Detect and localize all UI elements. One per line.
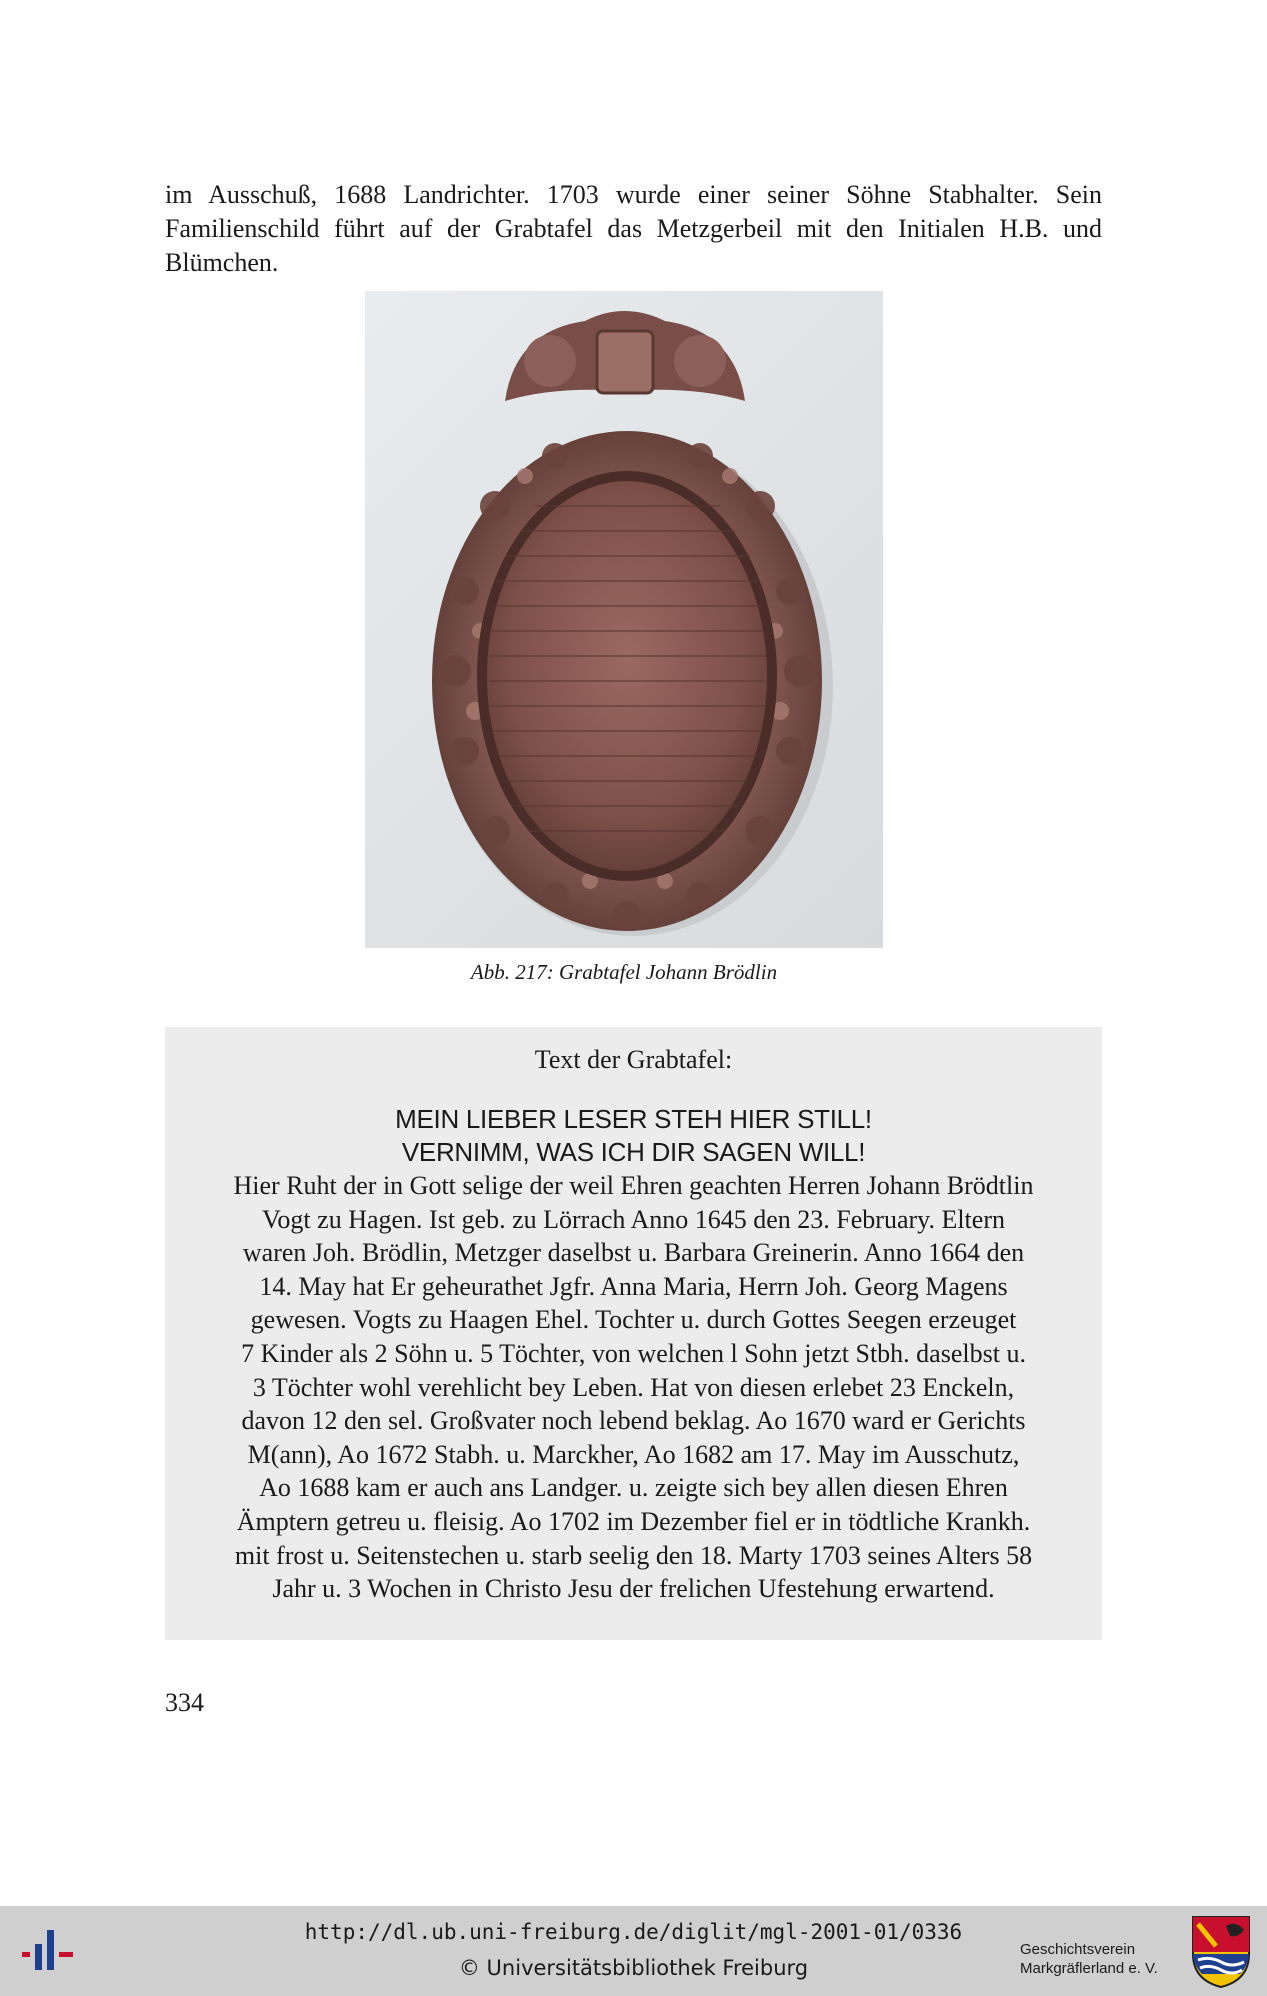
- gravestone-photo: [365, 291, 883, 948]
- poem-line: VERNIMM, WAS ICH DIR SAGEN WILL!: [401, 1137, 866, 1167]
- inscription-line: waren Joh. Brödlin, Metzger daselbst u. Barbara Greinerin. Anno 1664 den: [242, 1238, 1025, 1268]
- gravestone-illustration: [365, 291, 883, 948]
- inscription-line: Ämptern getreu u. fleisig. Ao 1702 im Dezember fiel er in tödtliche Krankh.: [236, 1506, 1031, 1536]
- inscription-line: Jahr u. 3 Wochen in Christo Jesu der frelichen Ufestehung erwartend.: [272, 1574, 995, 1604]
- inscription-line: 3 Töchter wohl verehlicht bey Leben. Hat von diesen erlebet 23 Enckeln,: [252, 1372, 1015, 1402]
- inscription-line: davon 12 den sel. Großvater noch lebend beklag. Ao 1670 ward er Gerichts: [241, 1406, 1026, 1436]
- inscription-text: [165, 1169, 1102, 1606]
- page-number: 334: [165, 1688, 204, 1717]
- document-url-link[interactable]: http://dl.ub.uni-freiburg.de/diglit/mgl-2001-01/0336: [304, 1920, 963, 1944]
- coat-of-arms-icon[interactable]: [1190, 1914, 1252, 1990]
- inscription-line: Ao 1688 kam er auch ans Landger. u. zeigte sich bey allen diesen Ehren: [259, 1473, 1008, 1503]
- society-name: [1020, 1940, 1190, 1978]
- intro-paragraph: im Ausschuß, 1688 Landrichter. 1703 wurde einer seiner Söhne Stabhalter. Sein Familienschild führt auf der Grabtafel das Metzgerbeil mit den Initialen H.B. und Blümchen.: [165, 180, 1102, 277]
- inscription-line: gewesen. Vogts zu Haagen Ehel. Tochter u. durch Gottes Seegen erzeuget: [250, 1305, 1017, 1335]
- society-line: Geschichtsverein: [1020, 1941, 1136, 1958]
- viewer-footer: [0, 1906, 1267, 1996]
- inscription-line: 14. May hat Er geheurathet Jgfr. Anna Maria, Herrn Joh. Georg Magens: [259, 1271, 1008, 1301]
- inscription-line: M(ann), Ao 1672 Stabh. u. Marckher, Ao 1682 am 17. May im Ausschutz,: [247, 1439, 1020, 1469]
- inscription-line: 7 Kinder als 2 Söhn u. 5 Töchter, von welchen l Sohn jetzt Stbh. daselbst u.: [241, 1338, 1026, 1368]
- inscription-poem: [165, 1103, 1102, 1169]
- inscription-line: mit frost u. Seitenstechen u. starb seelig den 18. Marty 1703 seines Alters 58: [234, 1540, 1033, 1570]
- copyright-text: © Universitätsbibliothek Freiburg: [458, 1956, 809, 1980]
- inscription-box: [165, 1027, 1102, 1640]
- poem-line: MEIN LIEBER LESER STEH HIER STILL!: [395, 1104, 872, 1134]
- inscription-title: Text der Grabtafel:: [534, 1045, 733, 1074]
- inscription-line: Hier Ruht der in Gott selige der weil Ehren geachten Herren Johann Brödtlin: [233, 1171, 1034, 1200]
- inscription-line: Vogt zu Hagen. Ist geb. zu Lörrach Anno 1645 den 23. February. Eltern: [262, 1204, 1005, 1234]
- figure-caption: Abb. 217: Grabtafel Johann Brödlin: [470, 960, 778, 984]
- society-line: Markgräflerland e. V.: [1020, 1960, 1158, 1977]
